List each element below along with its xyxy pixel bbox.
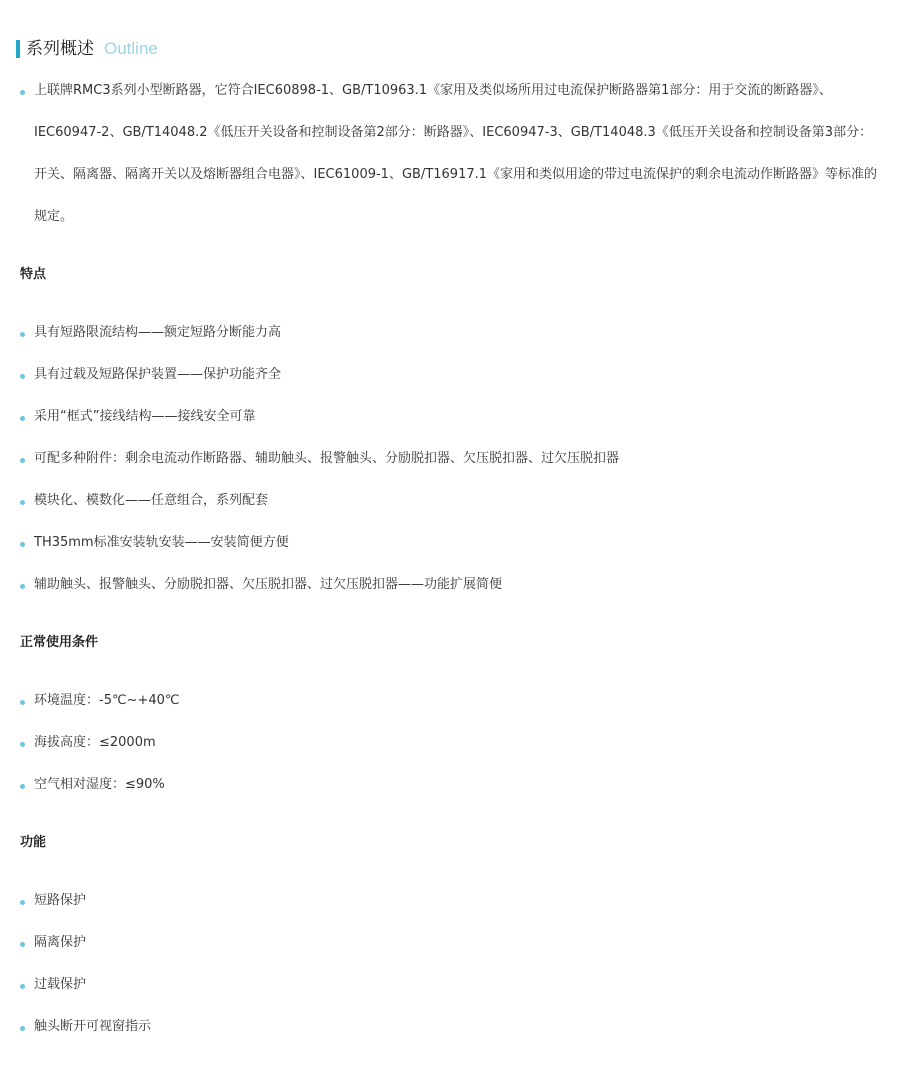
feature-item: 可配多种附件：剩余电流动作断路器、辅助触头、报警触头、分励脱扣器、欠压脱扣器、过欠压脱扣器 <box>18 438 619 480</box>
feature-item: 具有短路限流结构——额定短路分断能力高 <box>18 312 619 354</box>
feature-item: 具有过载及短路保护装置——保护功能齐全 <box>18 354 619 396</box>
header-accent-bar <box>16 40 20 58</box>
section-subtitle: Outline <box>104 39 158 58</box>
function-item: 隔离保护 <box>18 922 151 964</box>
functions-list <box>18 880 151 1048</box>
intro-paragraph: 上联牌RMC3系列小型断路器，它符合IEC60898-1、GB/T10963.1《家用及类似场所用过电流保护断路器第1部分：用于交流的断路器》、IEC60947-2、GB/T14048.2《低压开关设备和控制设备第2部分：断路器》、IEC60947-3、GB/T14048.3《低压开关设备和控制设备第3部分：开关、隔离器、隔离开关以及熔断器组合电器》、IEC61009-1、GB/T16917.1《家用和类似用途的带过电流保护的剩余电流动作断路器》等标准的规定。 <box>18 70 878 238</box>
intro-block <box>18 70 878 238</box>
features-list <box>18 312 619 606</box>
functions-title: 功能 <box>20 835 47 850</box>
features-title: 特点 <box>20 267 47 282</box>
function-item: 触头断开可视窗指示 <box>18 1006 151 1048</box>
section-header <box>16 38 158 60</box>
conditions-title: 正常使用条件 <box>20 635 99 650</box>
function-item: 过载保护 <box>18 964 151 1006</box>
condition-item: 环境温度：-5℃~+40℃ <box>18 680 180 722</box>
feature-item: 采用“框式”接线结构——接线安全可靠 <box>18 396 619 438</box>
condition-item: 海拔高度：≤2000m <box>18 722 180 764</box>
feature-item: 模块化、模数化——任意组合，系列配套 <box>18 480 619 522</box>
feature-item: 辅助触头、报警触头、分励脱扣器、欠压脱扣器、过欠压脱扣器——功能扩展简便 <box>18 564 619 606</box>
section-title: 系列概述 <box>26 39 94 59</box>
condition-item: 空气相对湿度：≤90% <box>18 764 180 806</box>
conditions-list <box>18 680 180 806</box>
feature-item: TH35mm标准安装轨安装——安装简便方便 <box>18 522 619 564</box>
function-item: 短路保护 <box>18 880 151 922</box>
